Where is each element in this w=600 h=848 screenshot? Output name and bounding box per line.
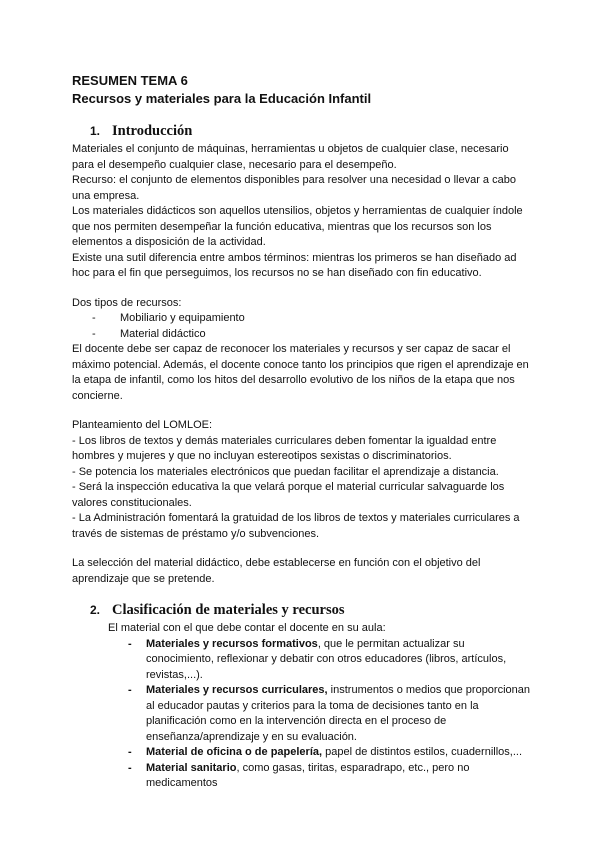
paragraph: Materiales el conjunto de máquinas, herramientas u objetos de cualquier clase, necesario para el desempeño cualquier clase, necesario para el desempeño.	[72, 143, 509, 171]
types-intro: Dos tipos de recursos:	[72, 296, 182, 309]
lomloe-point: - Los libros de textos y demás materiales curriculares deben fomentar la igualdad entre hombres y mujeres y que no incluyan estereotipos sexistas o discriminatorios.	[72, 434, 497, 462]
lomloe-point: - La Administración fomentará la gratuidad de los libros de textos y materiales curriculares a través de sistemas de préstamo y/o subvenciones.	[72, 512, 520, 540]
list-item: - Material de oficina o de papelería, papel de distintos estilos, cuadernillos,...	[128, 746, 523, 758]
paragraph: Existe una sutil diferencia entre ambos términos: mientras los primeros se han diseñado ad hoc para el fin que perseguimos, los recursos no se han diseñado con fin educativo.	[72, 251, 517, 279]
section-2-intro: El material con el que debe contar el docente en su aula:	[108, 622, 386, 634]
paragraph: Los materiales didácticos son aquellos utensilios, objetos y herramientas de cualquier índole que nos permiten desempeñar la función educativa, mientras que los recursos son los elementos a disposición de la actividad.	[72, 205, 523, 248]
lomloe-intro: Planteamiento del LOMLOE:	[72, 419, 213, 431]
paragraph: El docente debe ser capaz de reconocer los materiales y recursos y ser capaz de sacar el máximo potencial. Además, el docente conoce tanto los principios que rigen el aprendizaje en la etapa de infantil, como los hitos del desarrollo evolutivo de los niños de la etapa que nos concierne.	[72, 343, 529, 402]
lomloe-point: - Se potencia los materiales electrónicos que puedan facilitar el aprendizaje a distancia.	[72, 465, 499, 478]
section-2-title: Clasificación de materiales y recursos	[112, 602, 345, 618]
list-item: - Material sanitario, como gasas, tiritas, esparadrapo, etc., pero no medicamentos	[128, 761, 470, 789]
list-item: - Materiales y recursos formativos, que le permitan actualizar su conocimiento, reflexionar y debatir con otros educadores (libros, artículos, revistas,...).	[128, 637, 507, 681]
document-subtitle: Recursos y materiales para la Educación Infantil	[72, 91, 372, 106]
types-list	[72, 311, 532, 342]
paragraph: Recurso: el conjunto de elementos disponibles para resolver una necesidad o llevar a cabo una empresa.	[72, 174, 516, 202]
materials-list	[72, 637, 532, 792]
section-1-heading	[90, 122, 532, 140]
section-1-number: 1.	[90, 124, 101, 138]
section-2-number: 2.	[90, 603, 101, 617]
lomloe-point: - Será la inspección educativa la que velará porque el material curricular salvaguarde los valores constitucionales.	[72, 481, 505, 509]
paragraph: La selección del material didáctico, debe establecerse en función con el objetivo del aprendizaje que se pretende.	[72, 557, 481, 585]
list-item: - Mobiliario y equipamiento	[92, 312, 245, 324]
section-2-heading	[90, 601, 532, 619]
list-item: - Materiales y recursos curriculares, instrumentos o medios que proporcionan al educador pautas y criterios para la toma de decisiones tanto en la planificación como en la intervención directa en el proceso de enseñanza/aprendizaje y en su evaluación.	[128, 684, 531, 743]
list-item: - Material didáctico	[92, 327, 206, 340]
document-page	[72, 72, 532, 792]
section-1-title: Introducción	[112, 123, 193, 139]
document-title: RESUMEN TEMA 6	[72, 73, 188, 88]
